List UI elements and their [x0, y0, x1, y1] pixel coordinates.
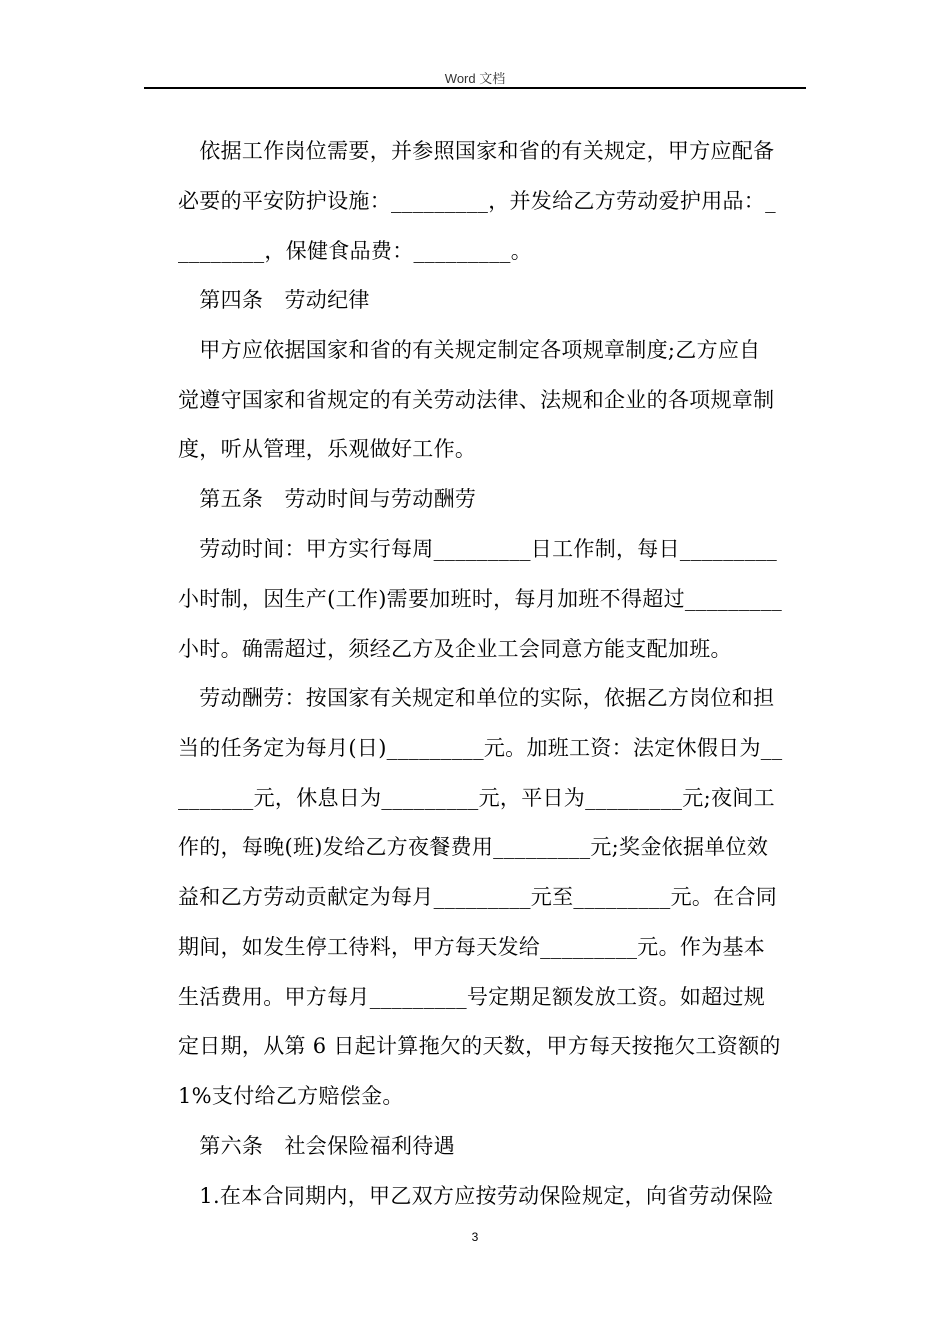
- header-divider: [144, 87, 806, 89]
- section-heading: 第六条 社会保险福利待遇: [178, 1134, 455, 1158]
- body-line: ________，保健食品费：_________。: [178, 239, 532, 263]
- body-line: 劳动时间：甲方实行每周_________日工作制，每日_________: [178, 537, 778, 561]
- body-line: 依据工作岗位需要，并参照国家和省的有关规定，甲方应配备: [178, 139, 775, 163]
- body-line: 劳动酬劳：按国家有关规定和单位的实际，依据乙方岗位和担: [178, 686, 775, 710]
- body-line: 作的，每晚(班)发给乙方夜餐费用_________元;奖金依据单位效: [178, 835, 769, 859]
- section-heading: 第四条 劳动纪律: [178, 288, 370, 312]
- body-line: 1%支付给乙方赔偿金。: [178, 1084, 404, 1108]
- body-line: 益和乙方劳动贡献定为每月_________元至_________元。在合同: [178, 885, 778, 909]
- body-line: 甲方应依据国家和省的有关规定制定各项规章制度;乙方应自: [178, 338, 761, 362]
- body-line: 小时。确需超过，须经乙方及企业工会同意方能支配加班。: [178, 637, 732, 661]
- section-heading: 第五条 劳动时间与劳动酬劳: [178, 487, 477, 511]
- body-line: 1.在本合同期内，甲乙双方应按劳动保险规定，向省劳动保险: [178, 1184, 774, 1208]
- body-line: 期间，如发生停工待料，甲方每天发给_________元。作为基本: [178, 935, 766, 959]
- body-line: 当的任务定为每月(日)_________元。加班工资：法定休假日为__: [178, 736, 783, 760]
- body-line: 生活费用。甲方每月_________号定期足额发放工资。如超过规: [178, 985, 766, 1009]
- page-number: 3: [471, 1230, 479, 1244]
- body-line: 小时制，因生产(工作)需要加班时，每月加班不得超过_________: [178, 587, 783, 611]
- body-line: 觉遵守国家和省规定的有关劳动法律、法规和企业的各项规章制: [178, 388, 775, 412]
- body-line: 度，听从管理，乐观做好工作。: [178, 437, 477, 461]
- body-line: 必要的平安防护设施：_________，并发给乙方劳动爱护用品：_: [178, 189, 776, 213]
- page-header-title: Word 文档: [444, 71, 506, 86]
- body-line: 定日期，从第 6 日起计算拖欠的天数，甲方每天按拖欠工资额的: [178, 1034, 781, 1058]
- body-line: _______元，休息日为_________元，平日为_________元;夜间工: [178, 786, 775, 810]
